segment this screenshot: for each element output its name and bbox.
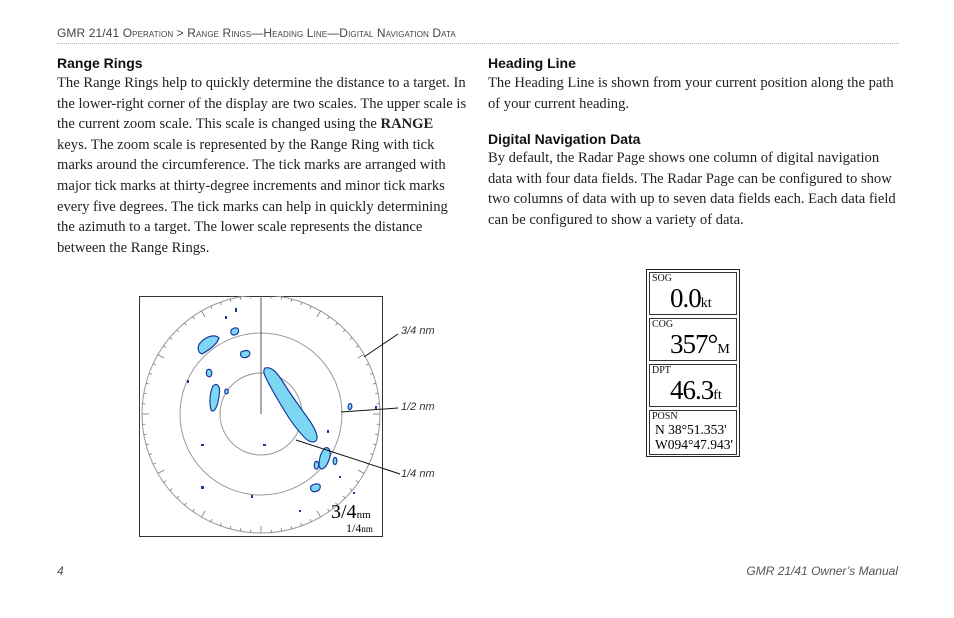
radar-echo [225,389,229,394]
radar-echo [206,369,211,376]
digital-nav-panel [646,269,740,457]
radar-echo [311,484,321,492]
ring-scale-label: 1/4nm [346,521,373,535]
minor-tick-mark [281,528,282,531]
position-longitude: W094°47.943' [655,437,733,452]
radar-echo [333,457,337,464]
radar-clutter-dot [327,430,329,433]
nav-field-cog [649,318,737,361]
range-rings-text-1: The Range Rings help to quickly determine the distance to a target. In the lower-right corner of the display are two scales. The upper scale is the current zoom scale. This scale is changed using the [57,75,467,133]
radar-echo [231,328,239,335]
nav-field-label: SOG [652,273,673,284]
minor-tick-mark [240,297,241,300]
radar-echo [314,461,318,469]
radar-screen-figure [139,296,383,537]
range-rings-paragraph [57,73,467,258]
nav-field-label: POSN [652,411,678,422]
heading-line-paragraph: The Heading Line is shown from your current position along the path of your current heading. [488,75,894,112]
callout-inner-ring: 1/4 nm [401,468,435,480]
nav-field-label: COG [652,319,674,330]
range-rings-text-2: keys. The zoom scale is represented by the Range Ring with tick marks around the circumference. The tick marks are arranged with major tick marks at thirty-degree increments and minor tick marks every five degrees. The tick marks can help in quickly determining the azimuth to a target. The lower scale represents the distance between the Range Rings. [57,136,448,256]
nav-field-value: 46.3ft [670,375,722,405]
page-number: 4 [57,564,64,578]
radar-clutter-dot [375,406,377,409]
header-topic: Range Rings—Heading Line—Digital Navigation Data [187,26,456,40]
nav-field-value: 0.0kt [670,283,712,313]
radar-clutter-dot [251,495,253,498]
minor-tick-mark [281,297,282,300]
radar-clutter-dot [339,476,341,478]
position-latitude: N 38°51.353' [655,422,727,437]
range-key-label: RANGE [380,116,434,133]
nav-field-value: 357°M [670,329,730,359]
minor-tick-mark [375,393,378,394]
radar-clutter-dot [225,316,227,319]
header-separator: > [173,26,188,40]
header-product: GMR 21/41 [57,26,123,40]
minor-tick-mark [144,434,147,435]
radar-echo [241,351,250,358]
zoom-scale-label: 3/4nm [331,501,371,523]
radar-clutter-dot [235,308,237,312]
callout-outer-ring: 3/4 nm [401,325,435,337]
manual-title: GMR 21/41 Owner’s Manual [746,564,898,578]
header-section: Operation [122,26,174,40]
radar-clutter-dot [299,510,301,512]
nav-field-posn [649,410,737,455]
radar-echo [348,403,352,409]
nav-field-dpt [649,364,737,407]
radar-clutter-dot [187,380,189,383]
radar-clutter-dot [353,492,355,494]
radar-clutter-dot [201,444,204,446]
nav-field-label: DPT [652,365,671,376]
minor-tick-mark [375,434,378,435]
running-header [57,26,456,40]
radar-clutter-dot [263,444,266,446]
heading-line-heading: Heading Line [488,55,576,71]
digital-nav-paragraph: By default, the Radar Page shows one column of digital navigation data with four data fields. The Radar Page can be configured to show two columns of data with up to seven data fields each. Each data field can be configured to show a variety of data. [488,150,896,228]
digital-nav-heading: Digital Navigation Data [488,131,641,147]
radar-clutter-dot [201,486,204,489]
header-rule [57,43,899,44]
minor-tick-mark [240,528,241,531]
minor-tick-mark [144,393,147,394]
range-rings-heading: Range Rings [57,55,143,71]
callout-middle-ring: 1/2 nm [401,401,435,413]
nav-field-sog [649,272,737,315]
